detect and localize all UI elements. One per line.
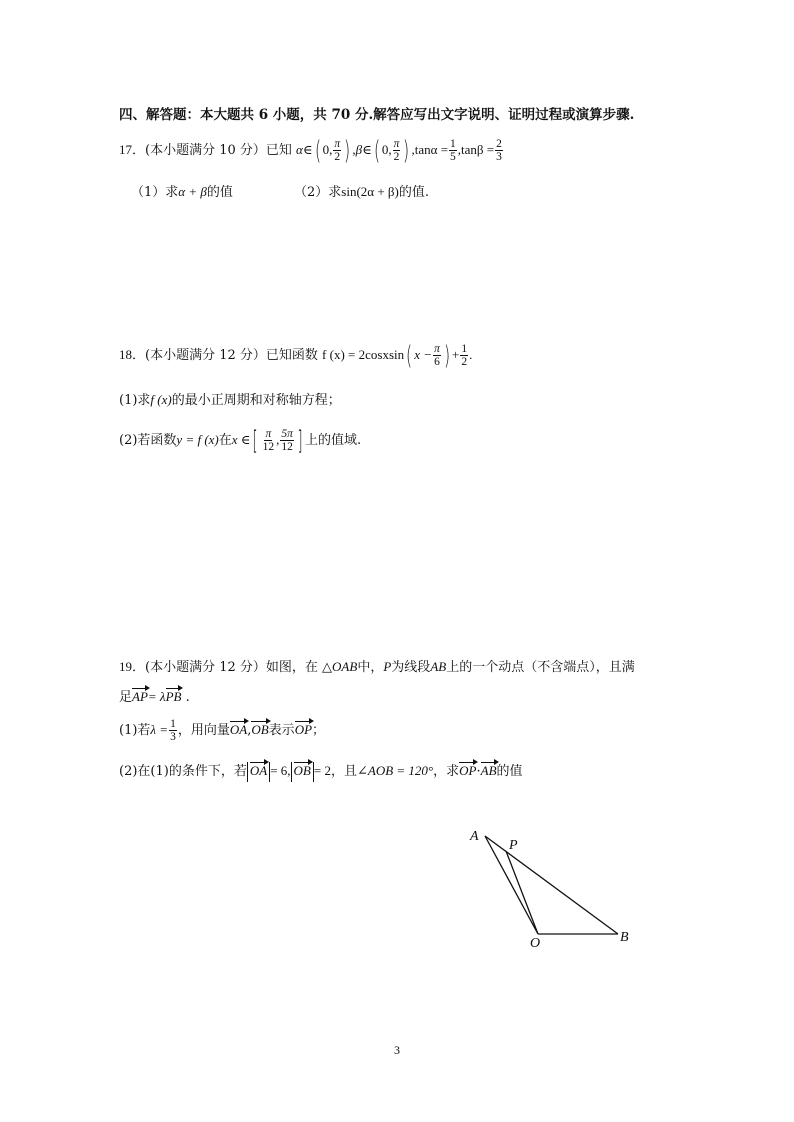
q17-frac-2-3: $\frac{2}{3}$ [496,138,502,163]
q19-part-1: (1)若λ = $\frac{1}{3}$ ，用向量OA,OB表示OP； [119,718,326,743]
q17-right-paren-1: ) [344,135,351,166]
q17-left-paren-2: ( [373,135,380,166]
question-19: 19．(本小题满分 12 分）如图，在 △OAB中，P为线段AB上的一个动点（不含端点），且满 [119,659,635,675]
q17-zero-2: 0, [381,142,392,157]
label-p: P [509,838,518,853]
q17-right-paren-2: ) [403,135,410,166]
q18-frac-pi6: $\frac{\pi}{6}$ [434,343,440,368]
q18-number: 18． [119,347,146,362]
q17-part-2: （2）求sin(2α + β)的值. [294,184,430,200]
q18-part-2: (2)若函数y = f (x)在x ∈[ $\frac{\pi}{12}$ , $\frac{5\pi}{12}$ ] 上的值域. [119,425,362,456]
q17-in-2: ∈ [362,143,372,158]
q18-frac-1-2: $\frac{1}{2}$ [461,343,468,368]
label-o: O [530,936,541,951]
section-heading: 四、解答题：本大题共 6 小题，共 70 分.解答应写出文字说明、证明过程或演算步骤. [119,107,635,123]
question-17: 17．(本小题满分 10 分）已知 α∈( 0, $\frac{\pi}{2}$ ) ,β∈( 0, $\frac{\pi}{2}$ ) ,tanα = $\frac{1}{5}$ ,tanβ = $\frac{2}{3}$ [119,135,502,166]
segment-ab [485,836,618,934]
q17-frac-pi2-2: $\frac{\pi}{2}$ [393,138,400,163]
q17-frac-1-5: $\frac{1}{5}$ [450,138,456,163]
q17-tan-beta: tanβ = [461,142,495,157]
q17-zero-1: 0, [322,142,333,157]
q17-in: ∈ [302,143,313,158]
q19-part-2: (2)在(1)的条件下，若 OA = 6, OB = 2，且∠AOB = 120°，求OP·AB的值 [119,760,523,782]
question-18: 18．(本小题满分 12 分）已知函数 f (x) = 2cosxsin( x − $\frac{\pi}{6}$ ) + $\frac{1}{2}$ . [119,340,473,371]
q17-left-paren-1: ( [314,135,321,166]
triangle-figure [460,820,650,960]
q17-beta: β [355,142,363,157]
q18-fx: f (x) = 2cosxsin [322,347,405,362]
q18-part-1: (1)求f (x)的最小正周期和对称轴方程； [119,392,341,408]
q17-tan-alpha: tanα = [414,142,449,157]
q18-points: (本小题满分 12 分）已知函数 [145,348,318,363]
q19-line-2: 足AP= λPB . [119,689,190,705]
q17-alpha: α [296,142,303,157]
q18-right-paren: ) [443,340,450,371]
label-a: A [470,829,479,844]
q17-number: 17． [119,142,146,157]
q17-frac-pi2-1: $\frac{\pi}{2}$ [334,138,341,163]
q18-x-minus: x − [414,347,433,362]
q18-left-paren: ( [406,340,413,371]
page-number: 3 [394,1043,400,1057]
label-b: B [620,930,629,945]
q17-part-1: （1）求α + β的值 [131,184,233,200]
q17-points: (本小题满分 10 分）已知 [145,143,292,158]
